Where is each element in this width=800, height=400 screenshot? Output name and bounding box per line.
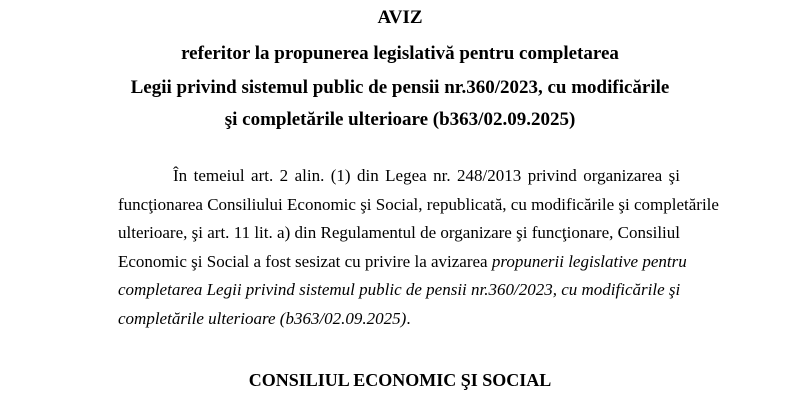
paragraph-line-2: [118, 191, 719, 220]
subtitle-line-3: şi completările ulterioare (b363/02.09.2025): [224, 109, 576, 130]
paragraph-line-6-italic: completările ulterioare (b363/02.09.2025): [118, 308, 407, 328]
paragraph-line-6: [118, 305, 680, 334]
paragraph-line-6-tail: .: [406, 308, 411, 328]
paragraph-line-4-text: Economic şi Social a fost sesizat cu privire la avizarea: [118, 251, 492, 271]
subtitle-line-1: referitor la propunerea legislativă pentru completarea: [181, 43, 619, 64]
document-title: AVIZ: [377, 7, 423, 28]
paragraph-line-3: [118, 219, 680, 248]
paragraph-line-5-italic: completarea Legii privind sistemul public de pensii nr.360/2023, cu modificările şi: [118, 280, 681, 299]
body-paragraph: [118, 162, 719, 333]
section-heading: CONSILIUL ECONOMIC ŞI SOCIAL: [248, 370, 552, 390]
paragraph-line-5: [118, 276, 680, 305]
paragraph-line-3-text: ulterioare, şi art. 11 lit. a) din Regulamentul de organizare şi funcţionare, Consiliul: [118, 223, 680, 242]
paragraph-line-1: [118, 162, 680, 191]
paragraph-line-2-text: funcţionarea Consiliului Economic şi Social, republicată, cu modificările şi completările: [118, 194, 719, 214]
paragraph-line-1-text: În temeiul art. 2 alin. (1) din Legea nr. 248/2013 privind organizarea şi: [173, 166, 680, 185]
paragraph-line-4: [118, 248, 687, 277]
paragraph-line-4-italic: propunerii legislative pentru: [491, 251, 687, 271]
subtitle-line-2: Legii privind sistemul public de pensii nr.360/2023, cu modificările: [130, 77, 670, 98]
